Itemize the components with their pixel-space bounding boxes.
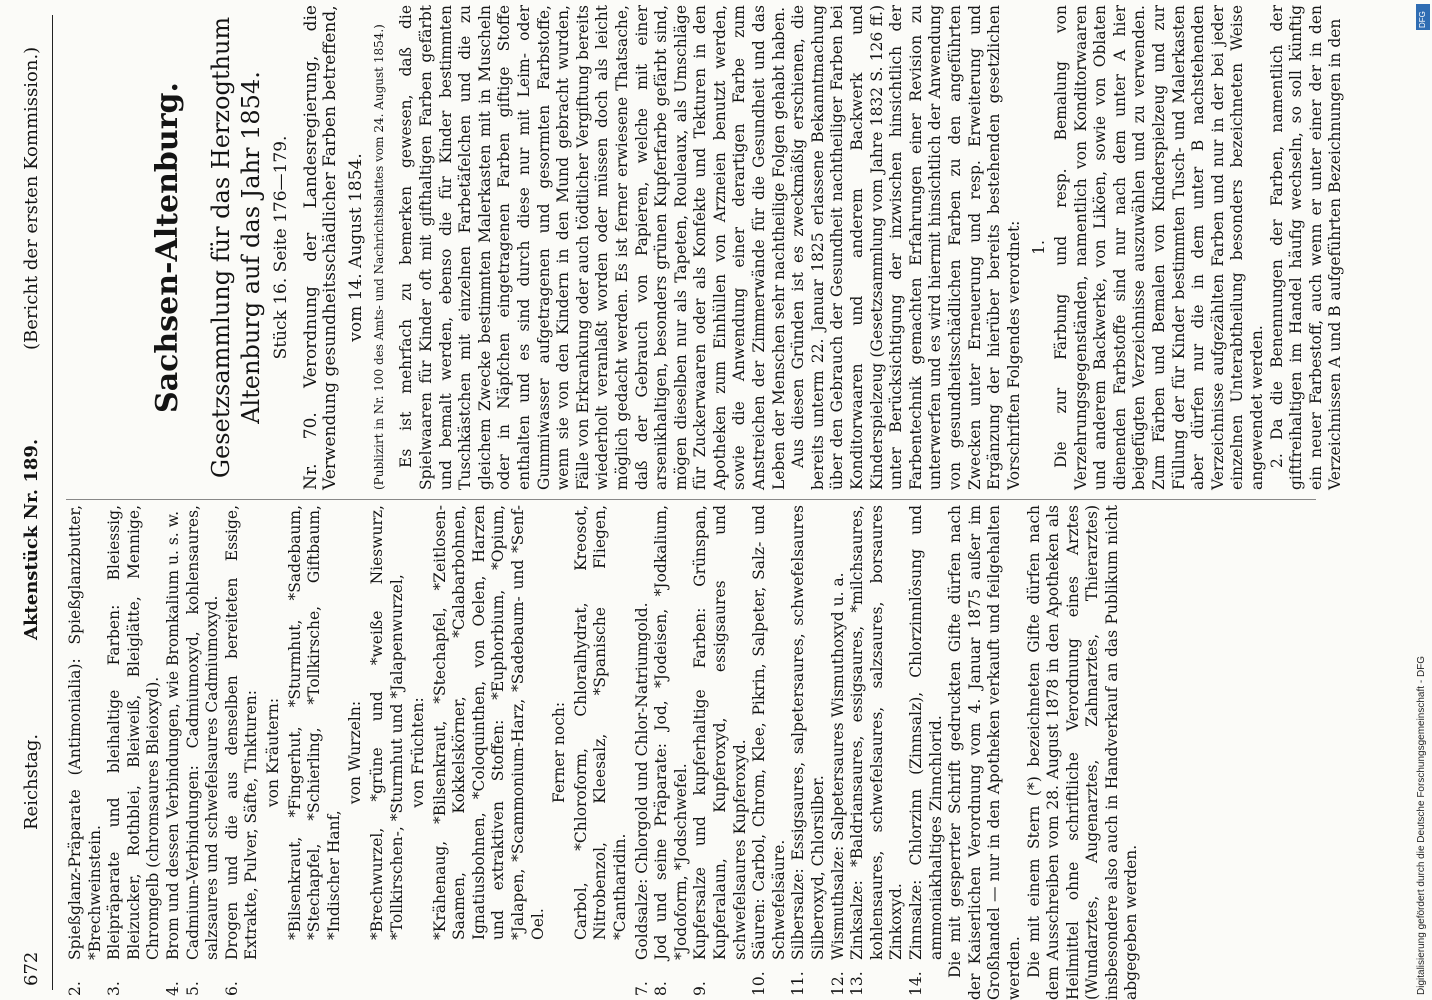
issue-line: Stück 16. Seite 176—179.: [271, 135, 291, 360]
page-number: 672: [21, 951, 42, 986]
column-divider: [66, 499, 1316, 500]
list-item: 14. Zinnsalze: Chlorzinn (Zinnsalz), Chlorzinnlösung und ammoniakhaltiges Zinnchlorid.: [906, 505, 945, 996]
running-head-document-number: Aktenstück Nr. 189.: [21, 438, 42, 640]
roots-list: *Brechwurzel, *grüne und *weiße Nieswurz, *Tollkirschen-, *Sturmhut und *Jalapenwurzel,: [367, 505, 406, 940]
list-item: 6. Drogen und die aus denselben bereiteten Essige, Extrakte, Pulver, Säfte, Tinkturen:: [222, 505, 261, 996]
running-head-right: (Bericht der ersten Kommission.): [21, 46, 42, 350]
list-item: 10. Säuren: Carbol, Chrom, Klee, Pikrin, Salpeter, Salz- und Schwefelsäure.: [750, 505, 788, 996]
list-item: 3. Bleipräparate und bleihaltige Farben: Bleiessig, Bleizucker, Rothblei, Bleiweiß, Bleiglätte, Mennige, Chromgelb (chromsaures Bleioxyd).: [105, 505, 163, 996]
list-item: 13. Zinksalze: *Baldriansaures, essigsaures, *milchsaures, kohlensaures, schwefelsaures, salzsaures, borsaures Zinkoxyd.: [848, 505, 906, 996]
sub-heading-fruits: von Früchten:: [409, 697, 428, 808]
gazette-title: Gesetzsammlung für das Herzogthum Altenburg auf das Jahr 1854.: [207, 16, 265, 479]
header-rule: [52, 15, 53, 990]
state-title: Sachsen-Altenburg.: [150, 82, 185, 413]
section-2-text: 2. Da die Benennungen der Farben, namentlich der giftfreihaltigen im Handel häufig wechseln, so soll künftig ein neuer Farbestoff, auch wenn er unter einer der in den Verzeichnissen A und B aufgeführten Bezeichnungen in den: [1267, 5, 1345, 490]
dfg-logo: DFG: [1416, 4, 1430, 30]
list-item: 8. Jod und seine Präparate: Jod, *Jodeisen, *Jodkalium, *Jodoform, *Jodschwefel.: [652, 505, 690, 996]
closing-paragraph: Die mit gesperrter Schrift gedruckten Gifte dürfen nach der Kaiserlichen Verordnung vom 4. Januar 1875 außer im Großhandel — nur in den Apotheken verkauft und feilgehalten werden.: [946, 505, 1023, 1000]
body-paragraph: Aus diesen Gründen ist es zweckmäßig erschienen, die bereits unterm 22. Januar 1825 erlassene Bekanntmachung über den Gebrauch der Gesundheit nachtheiliger Farben bei Konditorwaaren und anderem Backwerk und Kinderspielzeug (Gesetzsammlung vom Jahre 1832 S. 126 ff.) unter Berücksichtigung der inzwischen hinsichtlich der Farbentechnik gemachten Erfahrungen einer Revision zu unterwerfen und es wird hiermit hinsichtlich der Anwendung von gesundheitsschädlichen Farben zu den angeführten Zwecken unter Erneuerung und resp. Erweiterung und Ergänzung der hierüber bereits bestehenden gesetzlichen Vorschriften Folgendes verordnet:: [789, 5, 1023, 490]
list-item: 2. Spießglanz-Präparate (Antimonialia): Spießglanzbutter, *Brechweinstein.: [66, 505, 104, 996]
running-head: [22, 0, 50, 1000]
left-column: [66, 505, 1142, 1000]
publication-note: (Publizirt in Nr. 100 des Amts- und Nachrichtsblattes vom 24. August 1854.): [372, 24, 387, 490]
list-item: 12. Wismuthsalze: Salpetersaures Wismuthoxyd u. a.: [828, 572, 847, 996]
body-paragraph: Es ist mehrfach zu bemerken gewesen, daß die Spielwaaren für Kinder oft mit gifthaltigen Farben gefärbt und bemalt werden, ebenso die für Kinder bestimmten Tuschkästchen mit einzelnen Farbetäfelchen und die zu gleichem Zwecke bestimmten Malerkasten mit in Muscheln oder in Näpfchen eingetragenen Farben giftige Stoffe enthalten und es sind durch diese nur mit Leim- oder Gummiwasser aufgetragenen und gesormten Farbstoffe, wenn sie von den Kindern in den Mund gebracht wurden, Fälle von Erkrankung oder auch tödtlicher Vergiftung bereits wiederholt veranlaßt worden oder müssen doch als leicht möglich gedacht werden. Es ist ferner erwiesene Thatsache, daß der Gebrauch von Papieren, welche mit einer arsenikhaltigen, besonders grünen Kupferfarbe gefärbt sind, mögen dieselben nur als Tapeten, Rouleaux, als Umschläge für Zuckerwaaren oder als Konfekte und Tekturen in den Apotheken zum Einhüllen von Arzneien benutzt werden, sowie die Anwendung einer derartigen Farbe zum Anstreichen der Zimmerwände für die Gesundheit und das Leben der Menschen sehr nachtheilige Folgen gehabt haben.: [397, 5, 788, 490]
decree-title: Nr. 70. Verordnung der Landesregierung, die Verwendung gesundheitsschädlicher Farben betreffend,: [300, 5, 341, 490]
list-item: 9. Kupfersalze und kupferhaltige Farben: Grünspan, Kupferalaun, Kupferoxyd, essigsaures und schwefelsaures Kupferoxyd.: [691, 505, 749, 996]
sub-heading-herbs: von Kräutern:: [263, 697, 282, 808]
sub-heading-roots: von Wurzeln:: [346, 700, 365, 805]
list-item: 7. Goldsalze: Chlorgold und Chlor-Natriumgold.: [632, 602, 651, 996]
closing-paragraph: Die mit einem Stern (*) bezeichneten Gifte dürfen nach dem Ausschreiben vom 28. August 1878 in den Apotheken als Heilmittel ohne schriftliche Verordnung eines Arztes (Wundarztes, Augenarztes, Zahnarztes, Thierarztes) insbesondere also auch in Handverkauf an das Publikum nicht abgegeben werden.: [1024, 505, 1141, 1000]
herbs-list: *Bilsenkraut, *Fingerhut, *Sturmhut, *Sadebaum, *Stechapfel, *Schierling, *Tollkirsche, Giftbaum, *Indischer Hanf,: [285, 505, 343, 940]
list-item: 11. Silbersalze: Essigsaures, salpetersaures, schwefelsaures Silberoxyd, Chlorsilber.: [789, 505, 827, 996]
list-item: 4. Brom und dessen Verbindungen, wie Bromkalium u. s. w.: [163, 510, 182, 996]
section-number: 1.: [1030, 240, 1049, 255]
list-item: 5. Cadmium-Verbindungen: Cadmiumoxyd, kohlensaures, salzsaures und schwefelsaures Cadmiumoxyd.: [183, 505, 222, 996]
right-column: [66, 5, 1346, 490]
decree-date: vom 14. August 1854.: [345, 153, 366, 342]
sub-heading-further: Ferner noch:: [550, 701, 569, 804]
digitization-credit: Digitalisierung gefördert durch die Deutsche Forschungsgemeinschaft - DFG: [1416, 655, 1427, 995]
running-head-left: Reichstag.: [21, 733, 42, 830]
further-list: Carbol, *Chloroform, Chloralhydrat, Kreosot, Nitrobenzol, Kleesalz, *Spanische Fliegen, *Cantharidin.: [571, 505, 630, 940]
fruits-list: *Krähenaug, *Bilsenkraut, *Stechapfel, *Zeitlosen-Saamen, Kokkelskörner, *Calabarbohnen, Ignatiusbohnen, *Coloquinthen, von Oelen, Harzen und extraktiven Stoffen: *Euphorbium, *Opium, *Jalapen, *Scammonium-Harz, *Sadebaum- und *Senf-Oel.: [430, 505, 547, 940]
section-1-text: Die zur Färbung und resp. Bemalung von Verzehrungsgegenständen, namentlich von Konditorwaaren und anderem Backwerke, von Liköen, sowie von Oblaten dienenden Farbstoffe sind nur nach dem unter A hier beigefügten Verzeichnisse auszuwählen und zu verwenden. Zum Färben und Bemalen von Kinderspielzeug und zur Füllung der für Kinder bestimmten Tusch- und Malerkasten aber dürfen nur die in dem unter B nachstehenden Verzeichnisse aufgezählten Farben und nur in der bei jeder einzelnen Unterabtheilung besonders bezeichneten Weise angewendet werden.: [1051, 5, 1266, 490]
